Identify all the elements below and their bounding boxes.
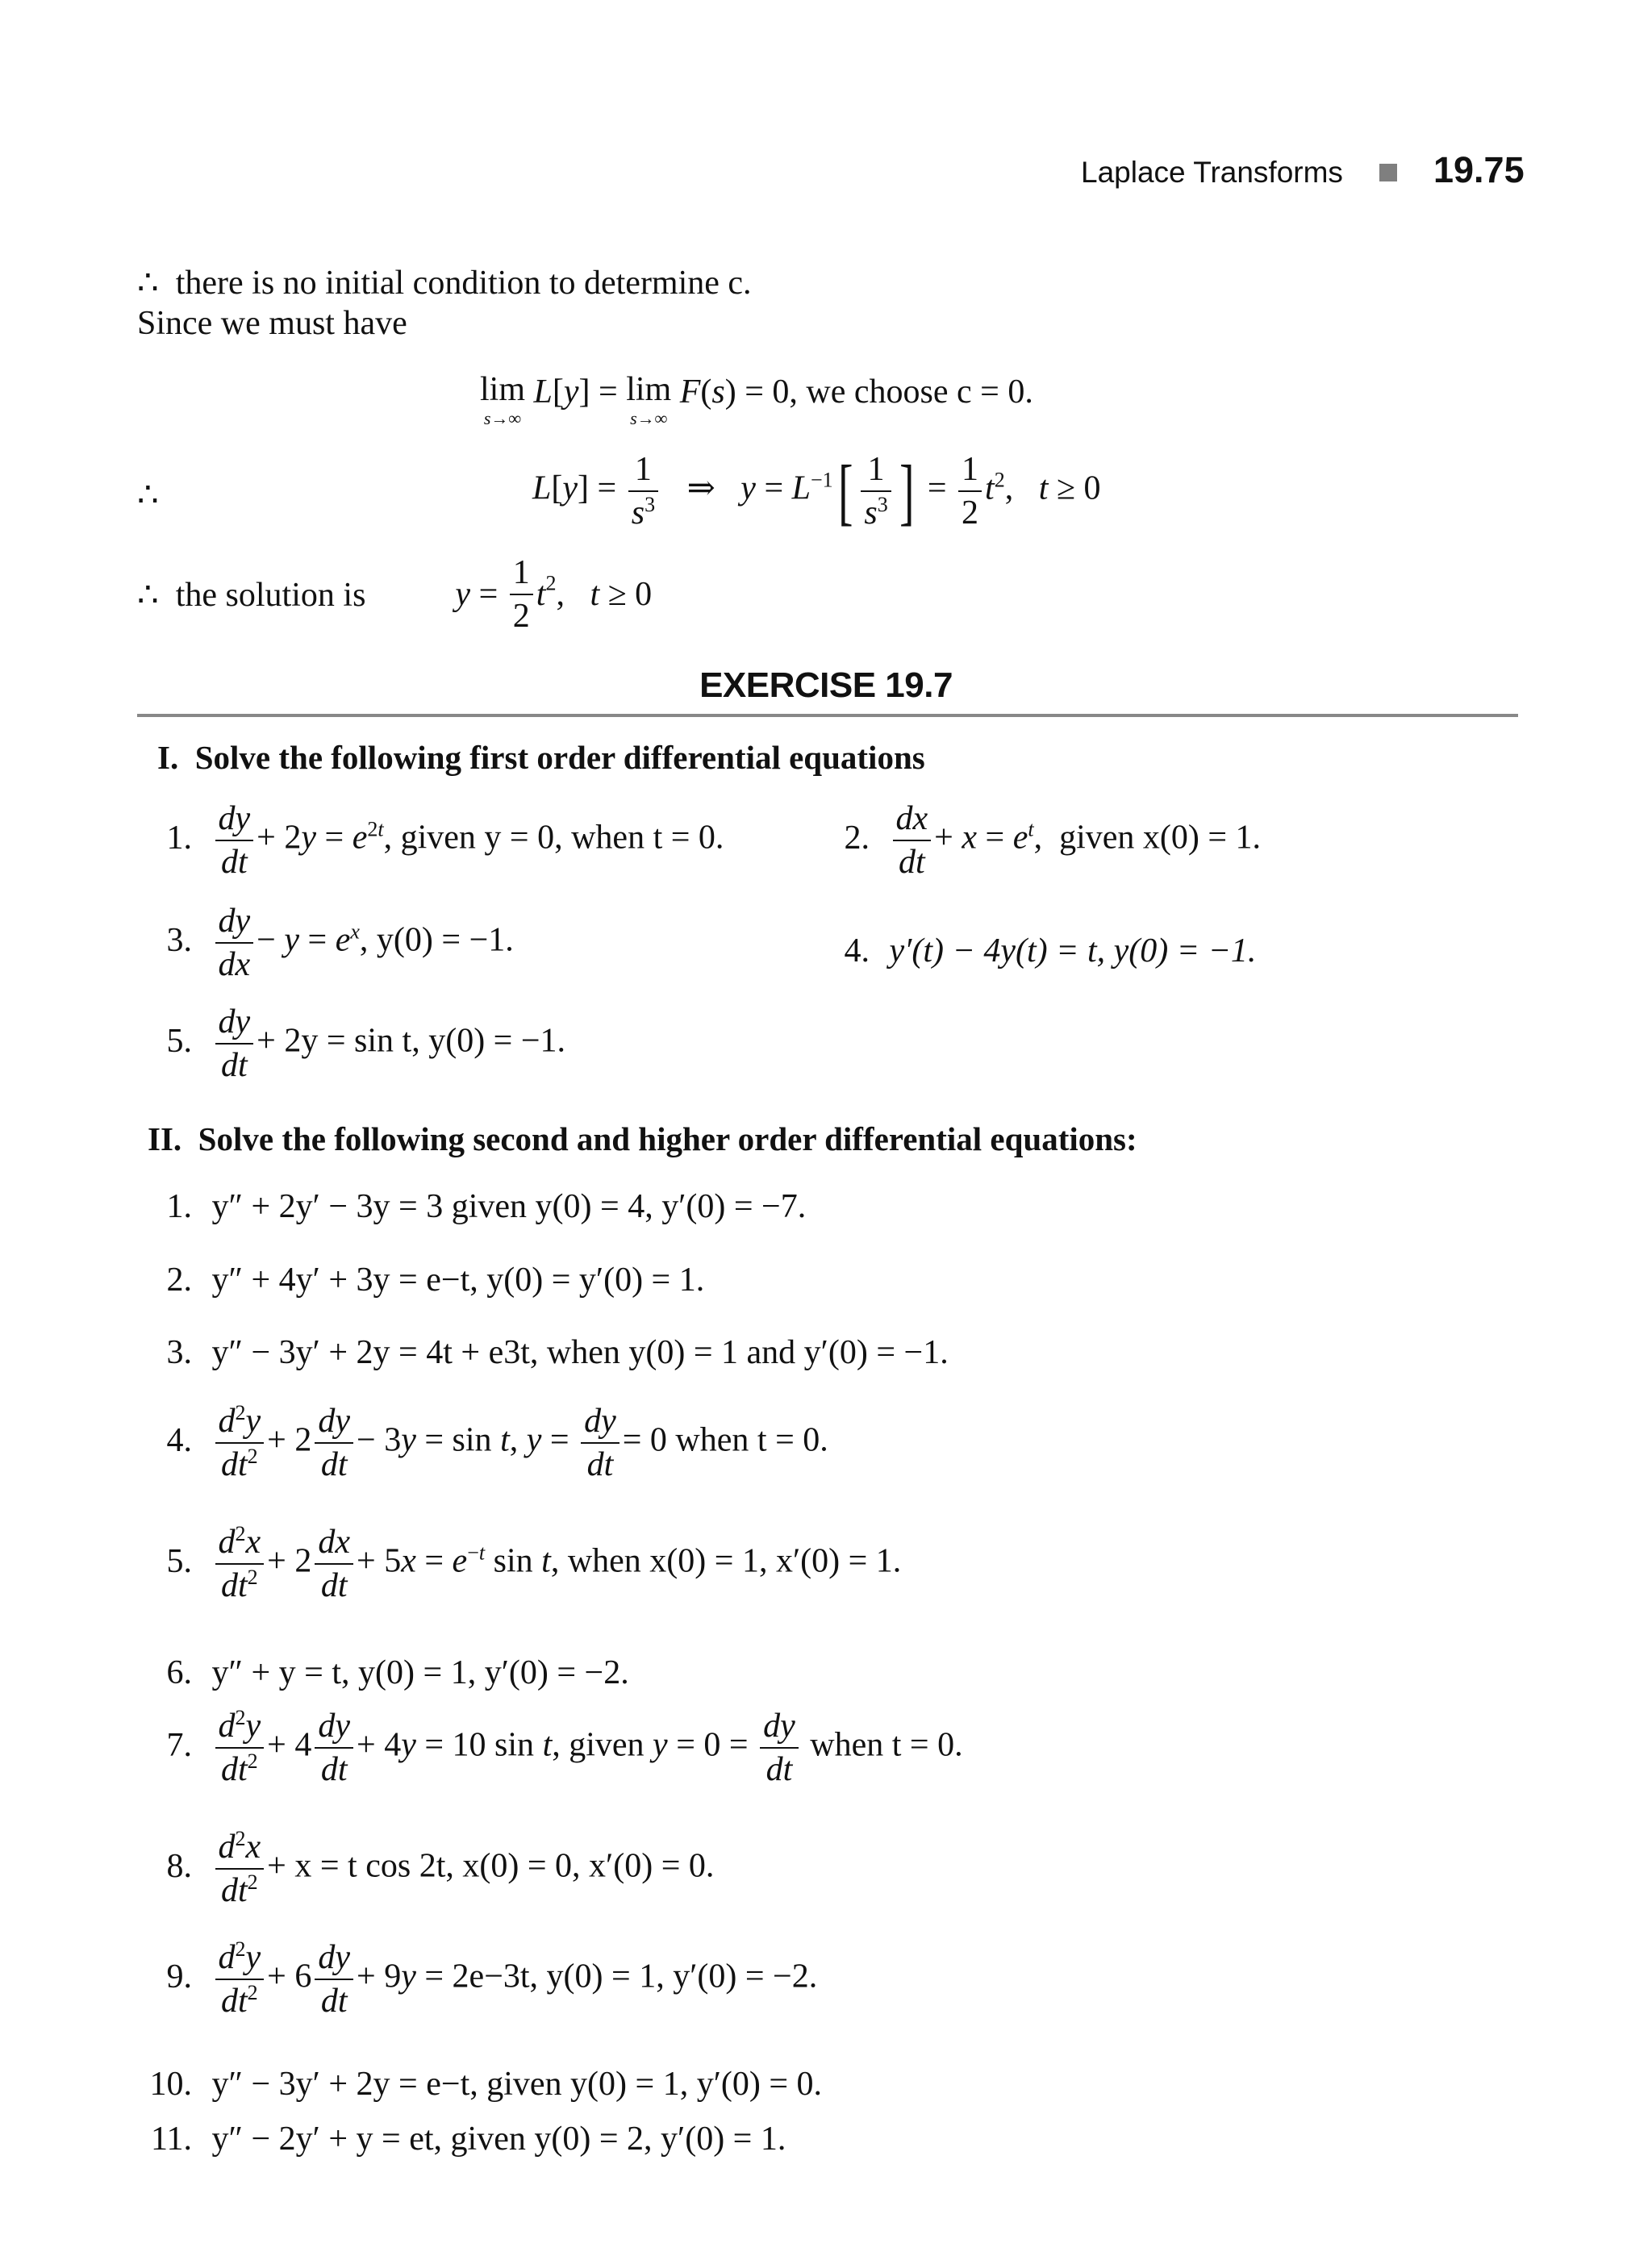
header-square-icon — [1379, 164, 1397, 181]
exercise-title: EXERCISE 19.7 — [699, 665, 953, 705]
section-1-heading: I. Solve the following first order differential equations — [157, 739, 925, 776]
s1-item-5: 5. $\frac{dy}{dt}$ + 2y = sin t, y(0) = −1. — [166, 1003, 566, 1085]
s1-item-3: 3. $\frac{dy}{dx}$ − $y = e^x$, y(0) = −1. — [166, 903, 514, 984]
s1-item-1: 1. $\frac{dy}{dt}$ + $2y = e^{2t}$, given y = 0, when t = 0. — [166, 800, 724, 882]
s2-item-5: 5. $\frac{d^2x}{dt^2}$ + 2 $\frac{dx}{dt}$ + $5x = e^{-t}$ sin t, when x(0) = 1, x′(0) = 1. — [166, 1522, 902, 1605]
s2-item-11: 11. y″ − 2y′ + y = et, given y(0) = 2, y′(0) = 1. — [151, 2120, 786, 2158]
page-number: 19.75 — [1433, 149, 1525, 190]
intro-line-1: ∴ there is no initial condition to determine c. — [137, 265, 752, 302]
s2-item-9: 9. $\frac{d^2y}{dt^2}$ + 6 $\frac{dy}{dt}$ + 9y = 2e−3t, y(0) = 1, y′(0) = −2. — [166, 1937, 818, 2020]
s2-item-3: 3. y″ − 3y′ + 2y = 4t + e3t, when y(0) = 1 and y′(0) = −1. — [166, 1334, 949, 1371]
transform-equation: L[y] = $\frac{1}{s^3}$ ⇒ $y = L^{-1}$[ $\frac{1}{s^3}$ ] = $\frac{1}{2}$ $t^2$, t ≥ 0 — [532, 449, 1101, 532]
s1-item-2: 2. $\frac{dx}{dt}$ + $x = e^t$, given x(0) = 1. — [844, 800, 1262, 882]
therefore-symbol-2: ∴ — [137, 477, 159, 514]
solution-line: ∴ the solution is y = $\frac{1}{2}$ $t^2$, t ≥ 0 — [137, 554, 653, 636]
limit-equation: lim s→∞ L[y] = lim s→∞ F(s) = 0, we choose c = 0. — [480, 371, 1033, 428]
intro-line-2: Since we must have — [137, 305, 407, 342]
s1-item-4: 4. y′(t) − 4y(t) = t, y(0) = −1. — [844, 932, 1257, 970]
s2-item-2: 2. y″ + 4y′ + 3y = e−t, y(0) = y′(0) = 1. — [166, 1261, 705, 1299]
s2-item-7: 7. $\frac{d^2y}{dt^2}$ + 4 $\frac{dy}{dt}$ + 4y = 10 sin t, given y = 0 = $\frac{dy}{dt}$ when t = 0. — [166, 1706, 963, 1789]
s2-item-8: 8. $\frac{d^2x}{dt^2}$ + x = t cos 2t, x(0) = 0, x′(0) = 0. — [166, 1827, 715, 1910]
s2-item-4: 4. $\frac{d^2y}{dt^2}$ + 2 $\frac{dy}{dt}$ − 3y = sin t, y = $\frac{dy}{dt}$ = 0 when t = 0. — [166, 1401, 828, 1484]
s2-item-10: 10. y″ − 3y′ + 2y = e−t, given y(0) = 1, y′(0) = 0. — [149, 2066, 823, 2103]
s2-item-1: 1. y″ + 2y′ − 3y = 3 given y(0) = 4, y′(0) = −7. — [166, 1188, 807, 1225]
therefore-symbol: ∴ — [137, 265, 159, 302]
section-2-heading: II. Solve the following second and higher order differential equations: — [148, 1120, 1137, 1157]
book-section-title: Laplace Transforms — [1081, 156, 1343, 189]
running-header — [1081, 149, 1533, 198]
s2-item-6: 6. y″ + y = t, y(0) = 1, y′(0) = −2. — [166, 1654, 629, 1691]
exercise-divider — [137, 714, 1518, 717]
